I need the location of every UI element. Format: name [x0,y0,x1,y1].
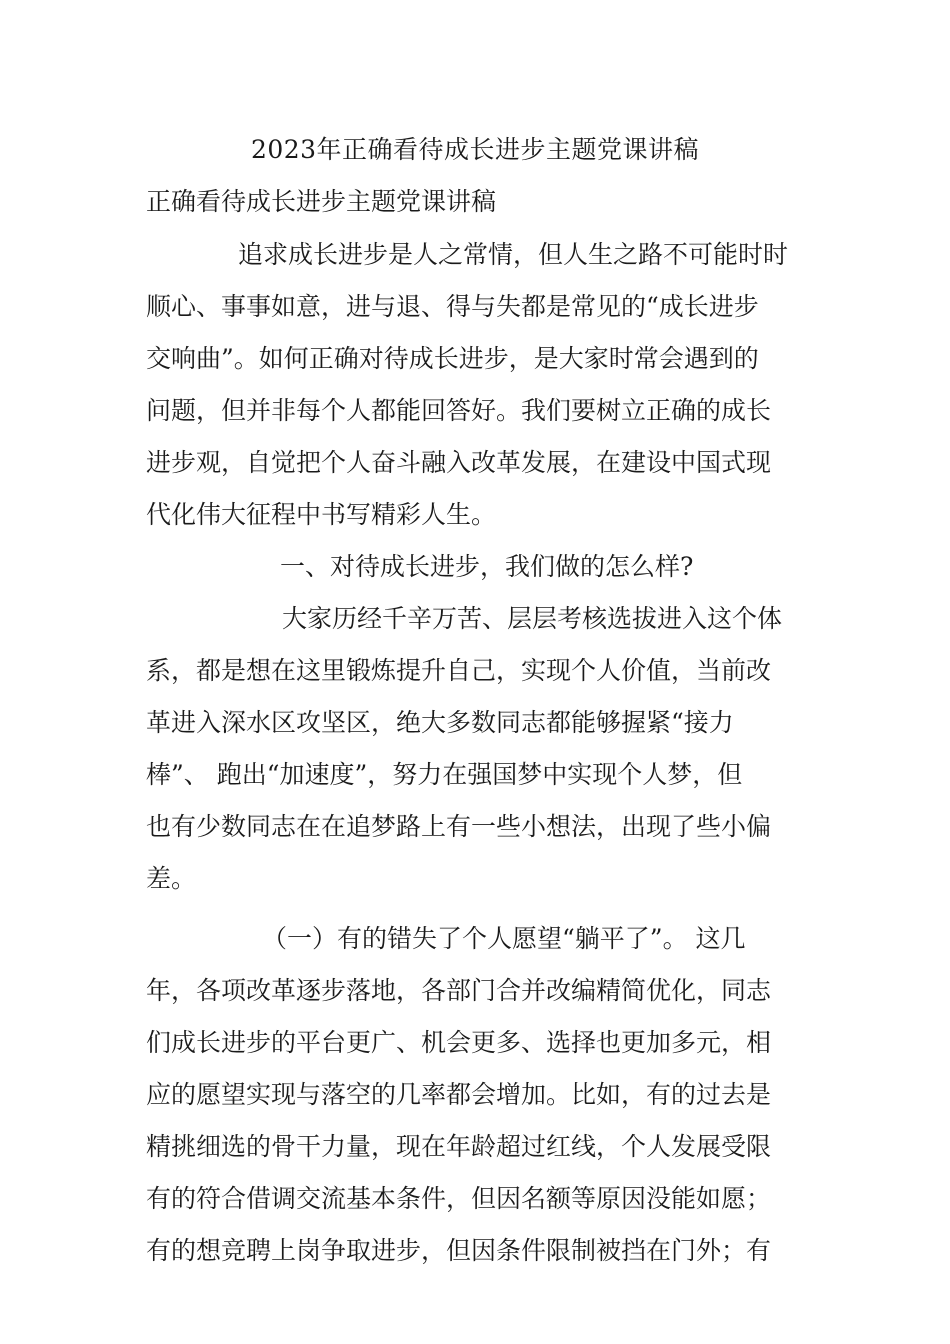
paragraph-line: 棒”、 跑出“加速度”，努力在强国梦中实现个人梦，但 [146,760,743,789]
paragraph-line: 大家历经千辛万苦、层层考核选拔进入这个体 [282,604,783,633]
document-title: 2023年正确看待成长进步主题党课讲稿 [250,135,700,164]
section-heading: 一、对待成长进步，我们做的怎么样? [280,552,694,581]
paragraph-line: 追求成长进步是人之常情，但人生之路不可能时时 [238,240,789,269]
paragraph-line: 精挑细选的骨干力量，现在年龄超过红线，个人发展受限 [146,1132,772,1161]
paragraph-line: 应的愿望实现与落空的几率都会增加。比如，有的过去是 [146,1080,772,1109]
paragraph-line: 进步观，自觉把个人奋斗融入改革发展，在建设中国式现 [146,448,772,477]
paragraph-line: 也有少数同志在在追梦路上有一些小想法，出现了些小偏 [146,812,772,841]
paragraph-line: 问题，但并非每个人都能回答好。我们要树立正确的成长 [146,396,772,425]
paragraph-line: 交响曲”。如何正确对待成长进步，是大家时常会遇到的 [146,344,759,373]
paragraph-line: 代化伟大征程中书写精彩人生。 [146,500,497,529]
paragraph-line: 差。 [146,864,197,893]
document-body [146,229,806,1277]
paragraph-line: 年，各项改革逐步落地，各部门合并改编精简优化，同志 [146,976,772,1005]
paragraph-line: 革进入深水区攻坚区，绝大多数同志都能够握紧“接力 [146,708,734,737]
document-subtitle: 正确看待成长进步主题党课讲稿 [146,187,497,216]
subsection-heading: （一）有的错失了个人愿望“躺平了”。 这几 [262,924,746,953]
paragraph-line: 顺心、事事如意，进与退、得与失都是常见的“成长进步 [146,292,759,321]
paragraph-line: 有的想竞聘上岗争取进步，但因条件限制被挡在门外；有 [146,1236,772,1265]
paragraph-line: 系，都是想在这里锻炼提升自己，实现个人价值，当前改 [146,656,772,685]
paragraph-line: 们成长进步的平台更广、机会更多、选择也更加多元，相 [146,1028,772,1057]
paragraph-line: 有的符合借调交流基本条件，但因名额等原因没能如愿； [146,1184,772,1213]
